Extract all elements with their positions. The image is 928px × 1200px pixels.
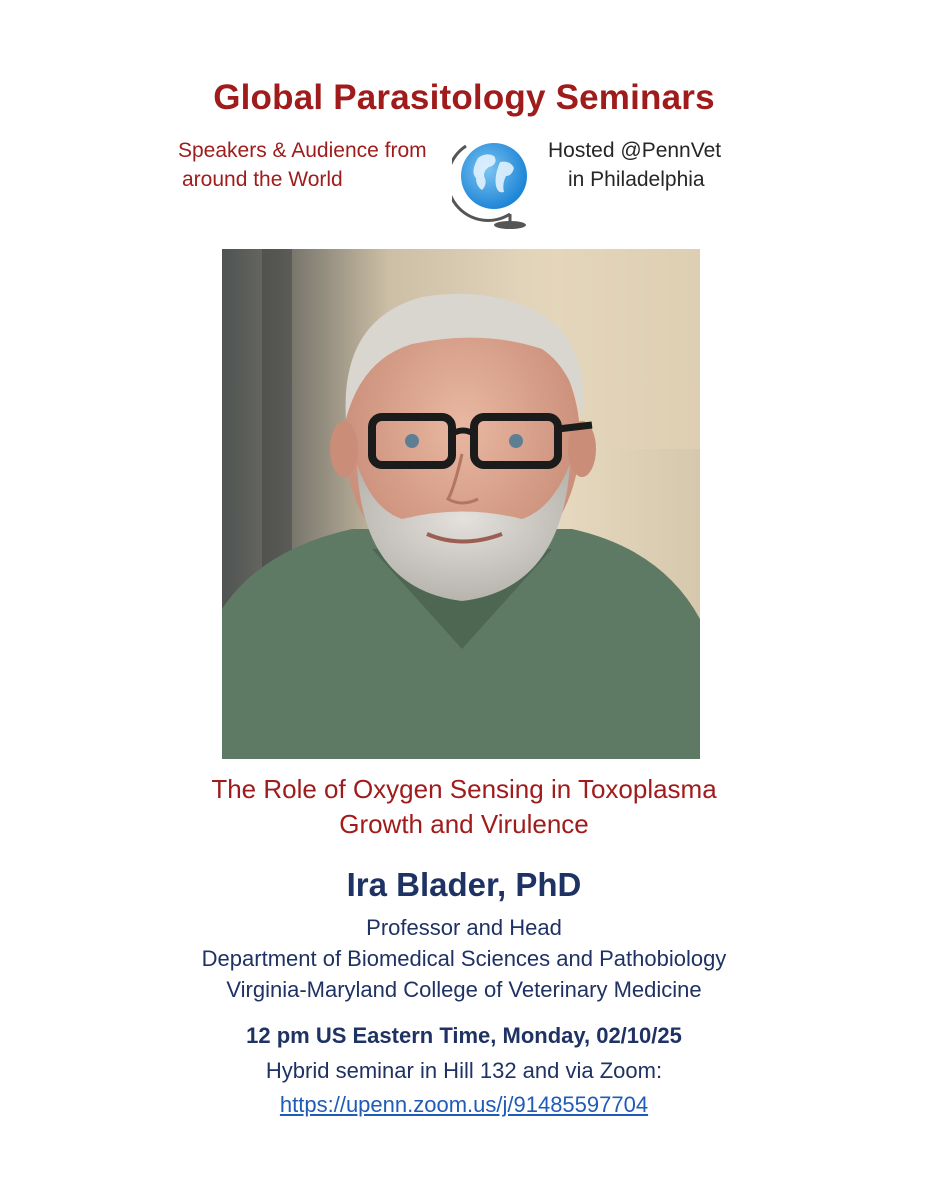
tagline-left-line1: Speakers & Audience from — [178, 139, 427, 162]
speaker-name: Ira Blader, PhD — [346, 866, 582, 903]
talk-title-line1: The Role of Oxygen Sensing in Toxoplasma — [211, 774, 717, 804]
speaker-position: Professor and Head — [366, 915, 562, 940]
speaker-department: Department of Biomedical Sciences and Pathobiology — [201, 946, 727, 971]
event-time: 12 pm US Eastern Time, Monday, 02/10/25 — [246, 1023, 682, 1048]
tagline-right — [548, 136, 721, 194]
tagline-left — [178, 136, 427, 194]
globe-icon — [452, 132, 536, 232]
tagline-left-line2: around the World — [182, 168, 343, 191]
speaker-affiliation — [0, 912, 928, 1005]
tagline-right-line2: in Philadelphia — [568, 168, 705, 191]
speaker-institution: Virginia-Maryland College of Veterinary Medicine — [226, 977, 702, 1002]
speaker-photo — [222, 249, 700, 759]
zoom-link[interactable]: https://upenn.zoom.us/j/91485597704 — [279, 1092, 649, 1117]
event-location: Hybrid seminar in Hill 132 and via Zoom: — [265, 1058, 663, 1083]
talk-title-line2: Growth and Virulence — [339, 809, 589, 839]
tagline-right-line1: Hosted @PennVet — [548, 139, 722, 162]
talk-title — [0, 772, 928, 842]
seminar-series-title: Global Parasitology Seminars — [213, 78, 715, 117]
